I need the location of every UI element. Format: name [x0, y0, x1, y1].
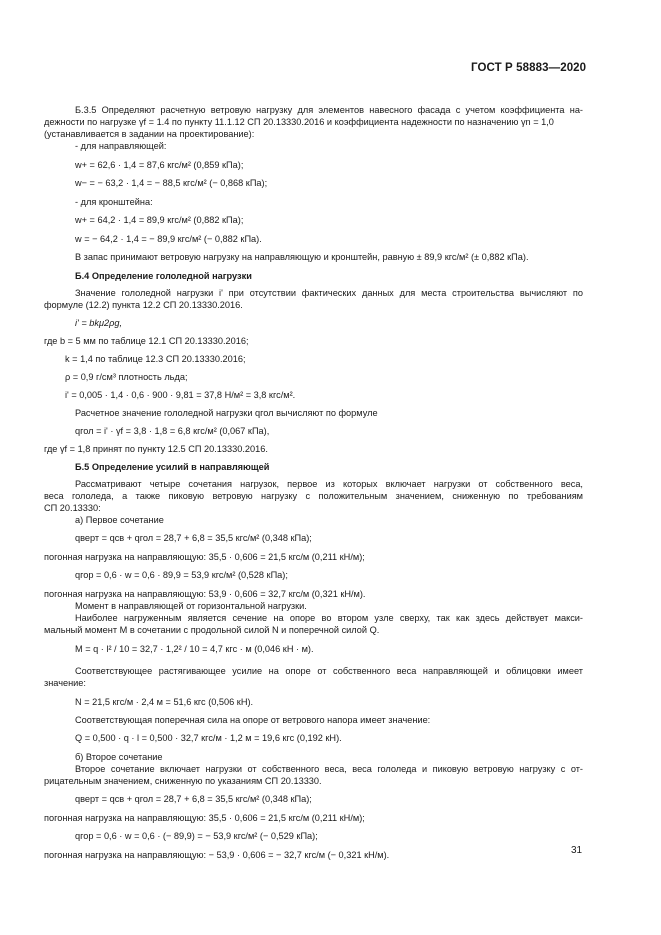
text-line: Расчетное значение гололедной нагрузки qгол вычисляют по формуле	[75, 408, 378, 418]
section-heading: Б.4 Определение гололедной нагрузки	[75, 271, 252, 281]
formula-line: qверт = qсв + qгол = 28,7 + 6,8 = 35,5 кгс/м² (0,348 кПа);	[75, 794, 312, 804]
text-line: значение:	[44, 678, 86, 688]
text-line: Б.3.5 Определяют расчетную ветровую нагрузку для элементов навесного фасада с учетом коэффициента на-	[75, 105, 583, 115]
text-line: Момент в направляющей от горизонтальной нагрузки.	[75, 601, 307, 611]
text-line: Соответствующее растягивающее усилие на опоре от собственного веса направляющей и облицовки имеет	[75, 666, 583, 676]
text-line: Второе сочетание включает нагрузки от собственного веса, веса гололеда и пиковую ветровую нагрузку с от-	[75, 764, 583, 774]
formula-line: w = − 64,2 · 1,4 = − 89,9 кгс/м² (− 0,882 кПа).	[75, 234, 262, 244]
text-line: Рассматривают четыре сочетания нагрузок, первое из которых включает нагрузки от собственного веса,	[75, 479, 583, 489]
formula-line: i' = 0,005 · 1,4 · 0,6 · 900 · 9,81 = 37,8 Н/м² = 3,8 кгс/м².	[65, 390, 296, 400]
text-line: веса гололеда, а также пиковую ветровую нагрузку с положительным значением, сниженную по требованиям	[44, 491, 583, 501]
formula-line: qгол = i' · γf = 3,8 · 1,8 = 6,8 кгс/м² (0,067 кПа),	[75, 426, 270, 436]
formula-line: i' = bkμ2ρg,	[75, 318, 123, 328]
formula-line: w+ = 62,6 · 1,4 = 87,6 кгс/м² (0,859 кПа);	[75, 160, 244, 170]
formula-line: w+ = 64,2 · 1,4 = 89,9 кгс/м² (0,882 кПа);	[75, 215, 244, 225]
text-line: ρ = 0,9 г/см³ плотность льда;	[65, 372, 188, 382]
text-line: формуле (12.2) пункта 12.2 СП 20.13330.2016.	[44, 300, 243, 310]
formula-line: qгор = 0,6 · w = 0,6 · (− 89,9) = − 53,9 кгс/м² (− 0,529 кПа);	[75, 831, 318, 841]
text-line: мальный момент M в сочетании с продольной силой N и поперечной силой Q.	[44, 625, 380, 635]
text-line: (устанавливается в задании на проектирование):	[44, 129, 255, 139]
text-line: где b = 5 мм по таблице 12.1 СП 20.13330.2016;	[44, 336, 249, 346]
text-line: В запас принимают ветровую нагрузку на направляющую и кронштейн, равную ± 89,9 кгс/м² (± 0,882 кПа).	[75, 252, 529, 262]
text-line: Наиболее нагруженным является сечение на опоре во втором узле сверху, так как здесь действует макси-	[75, 613, 583, 623]
formula-line: qгор = 0,6 · w = 0,6 · 89,9 = 53,9 кгс/м² (0,528 кПа);	[75, 570, 288, 580]
text-line: дежности по нагрузке γf = 1.4 по пункту 11.1.12 СП 20.13330.2016 и коэффициента надежности по назначению γn = 1,0	[44, 117, 554, 127]
text-line: погонная нагрузка на направляющую: 35,5 · 0,606 = 21,5 кгс/м (0,211 кН/м);	[44, 813, 365, 823]
section-heading: Б.5 Определение усилий в направляющей	[75, 462, 270, 472]
formula-line: M = q · l² / 10 = 32,7 · 1,2² / 10 = 4,7 кгс · м (0,046 кН · м).	[75, 644, 314, 654]
standard-header: ГОСТ Р 58883—2020	[471, 62, 587, 74]
text-line: СП 20.13330:	[44, 503, 101, 513]
formula-line: w− = − 63,2 · 1,4 = − 88,5 кгс/м² (− 0,868 кПа);	[75, 178, 268, 188]
text-line: где γf = 1,8 принят по пункту 12.5 СП 20.13330.2016.	[44, 444, 268, 454]
page-number: 31	[571, 845, 583, 856]
text-line: - для кронштейна:	[75, 197, 153, 207]
text-line: рицательным значением, сниженную по указаниям СП 20.13330.	[44, 776, 322, 786]
text-line: погонная нагрузка на направляющую: − 53,9 · 0,606 = − 32,7 кгс/м (− 0,321 кН/м).	[44, 850, 390, 860]
formula-line: qверт = qсв + qгол = 28,7 + 6,8 = 35,5 кгс/м² (0,348 кПа);	[75, 533, 312, 543]
text-line: погонная нагрузка на направляющую: 53,9 · 0,606 = 32,7 кгс/м (0,321 кН/м).	[44, 589, 366, 599]
formula-line: Q = 0,500 · q · l = 0,500 · 32,7 кгс/м · 1,2 м = 19,6 кгс (0,192 кН).	[75, 733, 342, 743]
text-line: k = 1,4 по таблице 12.3 СП 20.13330.2016;	[65, 354, 246, 364]
text-line: Соответствующая поперечная сила на опоре от ветрового напора имеет значение:	[75, 715, 431, 725]
text-line: - для направляющей:	[75, 141, 167, 151]
formula-line: N = 21,5 кгс/м · 2,4 м = 51,6 кгс (0,506 кН).	[75, 697, 254, 707]
text-line: б) Второе сочетание	[75, 752, 163, 762]
text-line: погонная нагрузка на направляющую: 35,5 · 0,606 = 21,5 кгс/м (0,211 кН/м);	[44, 552, 365, 562]
text-line: Значение гололедной нагрузки i' при отсутствии фактических данных для места строительства вычисляют по	[75, 288, 583, 298]
text-line: а) Первое сочетание	[75, 515, 164, 525]
